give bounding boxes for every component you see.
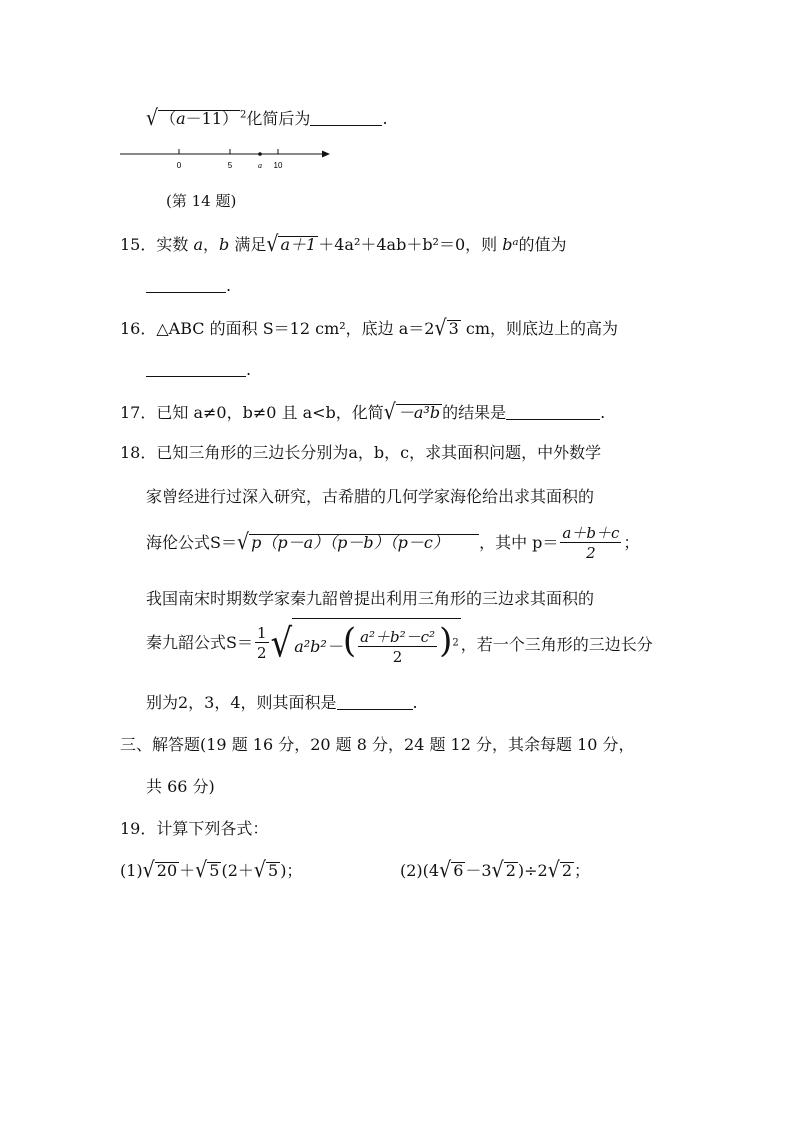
qin-radicand: a²b²－( $\frac{\text{a²＋b²－c²}}{2}$ )$^2$ xyxy=(292,618,461,669)
q16-line: 16．△ABC 的面积 S＝12 cm²，底边 a＝2√ 3 cm，则底边上的高为 xyxy=(120,315,618,341)
q15-answer-line: . xyxy=(146,276,231,295)
q17-line: 17．已知 a≠0，b≠0 且 a<b，化简√ －a³b 的结果是 . xyxy=(120,399,606,425)
q17-number: 17． xyxy=(120,403,157,422)
q14-tail: 化简后为 xyxy=(246,109,311,128)
point-a xyxy=(258,152,262,156)
q14-answer-blank xyxy=(310,109,382,126)
q14-radicand: （a－11） xyxy=(160,109,239,128)
tick-label-10: 10 xyxy=(273,161,283,170)
qin-inner-fraction: $\frac{\text{a²＋b²－c²}}{2}$ xyxy=(360,628,436,666)
number-line xyxy=(118,146,338,174)
q17-answer-blank xyxy=(506,403,600,420)
q15-radicand: a＋1 xyxy=(280,235,317,254)
q18-line2: 家曾经进行过深入研究，古希腊的几何学家海伦给出求其面积的 xyxy=(146,487,595,506)
q17-radicand: －a³b xyxy=(397,403,441,422)
q18-line1: 18．已知三角形的三边长分别为a，b，c，求其面积问题，中外数学 xyxy=(120,443,602,462)
heron-radicand: p（p－a）（p－b）（p－c） xyxy=(249,534,479,551)
q18-line4: 我国南宋时期数学家秦九韶曾提出利用三角形的三边求其面积的 xyxy=(146,589,595,608)
q18-heron-formula: 海伦公式S＝√ p（p－a）（p－b）（p－c） ，其中 p＝ $\frac{a+b+c}{2}$ ； xyxy=(146,524,640,562)
q15-line: 15．实数 a，b 满足√ a＋1 ＋4a²＋4ab＋b²＝0，则 bᵃ的值为 xyxy=(120,231,567,257)
q16-answer-blank xyxy=(146,360,246,377)
q14-expression: √ （a－11） $^2$化简后为 . xyxy=(146,105,388,131)
q18-answer-blank xyxy=(337,693,413,710)
q18-qin-formula: 秦九韶公式S＝ $\frac{1}{2}$ √ a²b²－( $\frac{\text{a²＋b²－c²}}{2}$ )$^2$ ，若一个三角形的三边长分 xyxy=(146,618,653,669)
q14-caption: (第 14 题) xyxy=(166,192,237,210)
sqrt-sign: √ xyxy=(146,105,159,131)
q15-answer-blank xyxy=(146,276,226,293)
q18-line6: 别为2，3，4，则其面积是 . xyxy=(146,693,418,712)
tick-label-5: 5 xyxy=(227,161,233,170)
q16-number: 16． xyxy=(120,319,157,338)
q15-number: 15． xyxy=(120,235,157,254)
q16-answer-line: . xyxy=(146,360,251,379)
q19-part1: (1)√ 20 ＋√ 5 (2＋√ 5 )； xyxy=(120,857,303,883)
section3-heading-cont: 共 66 分) xyxy=(146,777,215,796)
p-fraction: $\frac{a+b+c}{2}$ xyxy=(562,524,620,562)
tick-label-a: a xyxy=(258,161,262,170)
q19-title: 19．计算下列各式： xyxy=(120,819,269,838)
q14-exponent: 2 xyxy=(240,109,247,121)
q16-radicand: 3 xyxy=(448,319,459,338)
q18-number: 18． xyxy=(120,443,157,462)
half-fraction: $\frac{1}{2}$ xyxy=(256,624,267,662)
tick-label-0: 0 xyxy=(176,161,182,170)
section3-heading: 三、解答题(19 题 16 分，20 题 8 分，24 题 12 分，其余每题 10 分， xyxy=(120,735,635,754)
q19-part2: (2)(4√ 6 －3√ 2 )÷2√ 2 ； xyxy=(400,857,591,883)
